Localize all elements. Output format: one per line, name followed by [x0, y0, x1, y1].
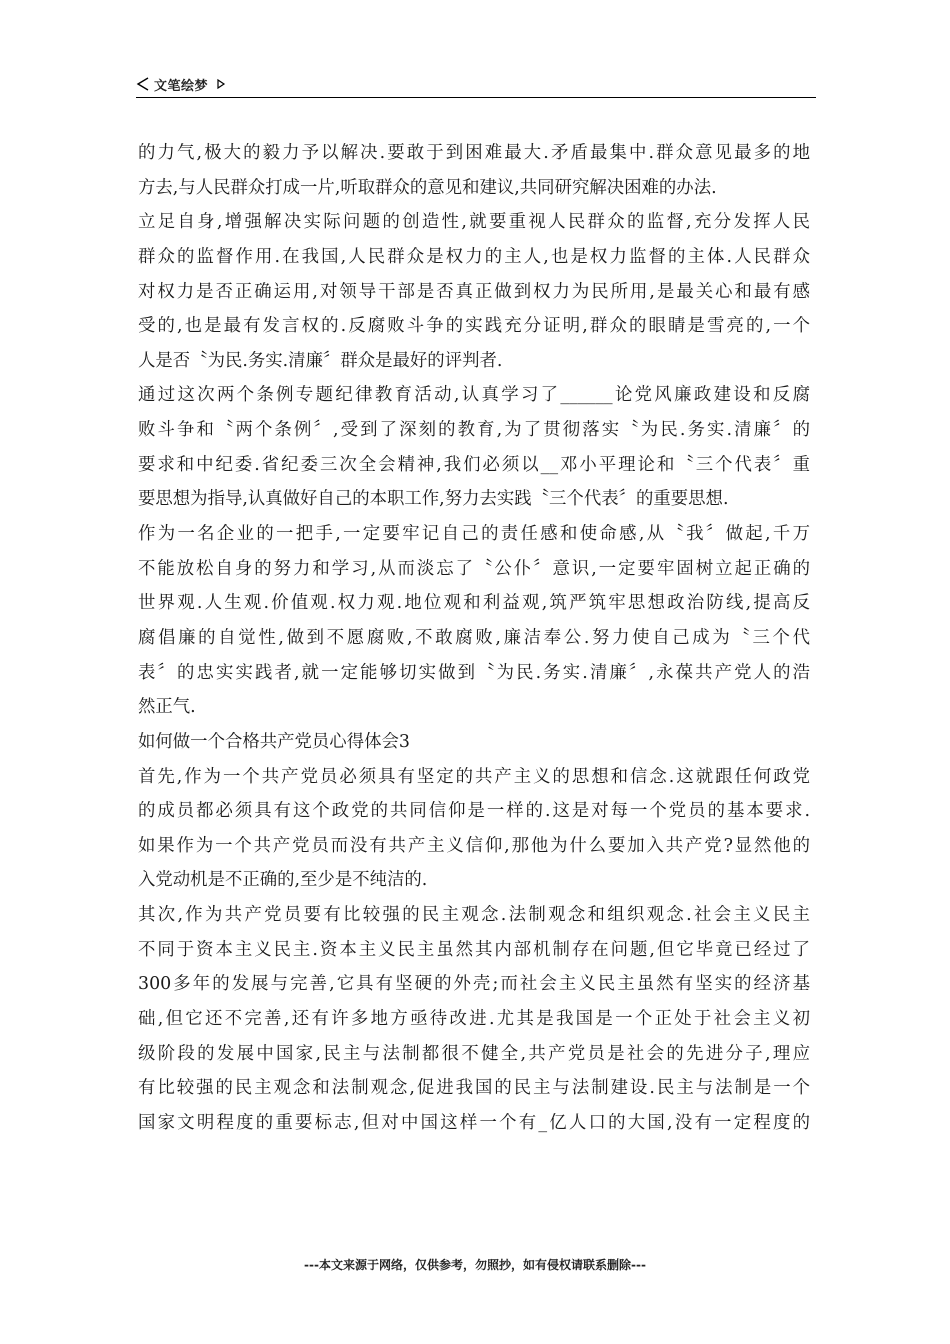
triangle-right-icon: [216, 75, 226, 87]
text-line: 世界观.人生观.价值观.权力观.地位观和利益观,筑严筑牢思想政治防线,提高反: [138, 593, 810, 614]
text-line: 人是否〝为民.务实.清廉〞群众是最好的评判者.: [138, 350, 503, 371]
text-line: 国家文明程度的重要标志,但对中国这样一个有_亿人口的大国,没有一定程度的: [138, 1112, 810, 1133]
brand-title: 文笔绘梦: [154, 78, 209, 94]
text-line: 要思想为指导,认真做好自己的本职工作,努力去实践〝三个代表〞的重要思想.: [138, 489, 729, 510]
document-body: [138, 136, 810, 1141]
text-line: 通过这次两个条例专题纪律教育活动,认真学习了______论党风廉政建设和反腐: [138, 385, 810, 406]
text-line: 群众的监督作用.在我国,人民群众是权力的主人,也是权力监督的主体.人民群众: [138, 246, 810, 267]
text-line: 不同于资本主义民主.资本主义民主虽然其内部机制存在问题,但它毕竟已经过了: [138, 939, 810, 960]
text-line: 300多年的发展与完善,它具有坚硬的外壳;而社会主义民主虽然有坚实的经济基: [138, 974, 810, 995]
text-line: 对权力是否正确运用,对领导干部是否真正做到权力为民所用,是最关心和最有感: [138, 281, 810, 302]
text-line: 如何做一个合格共产党员心得体会3: [138, 731, 410, 752]
text-line: 级阶段的发展中国家,民主与法制都很不健全,共产党员是社会的先进分子,理应: [138, 1043, 810, 1064]
header-divider: [136, 97, 816, 98]
page-header: [136, 72, 816, 98]
text-line: 不能放松自身的努力和学习,从而淡忘了〝公仆〞意识,一定要牢固树立起正确的: [138, 558, 810, 579]
text-line: 的力气,极大的毅力予以解决.要敢于到困难最大.矛盾最集中.群众意见最多的地: [138, 143, 810, 163]
text-line: 入党动机是不正确的,至少是不纯洁的.: [138, 870, 428, 891]
text-line: 立足自身,增强解决实际问题的创造性,就要重视人民群众的监督,充分发挥人民: [138, 212, 810, 233]
text-line: 受的,也是最有发言权的.反腐败斗争的实践充分证明,群众的眼睛是雪亮的,一个: [138, 316, 810, 337]
text-line: 腐倡廉的自觉性,做到不愿腐败,不敢腐败,廉洁奉公.努力使自己成为〝三个代: [138, 627, 810, 648]
header-row: [136, 72, 816, 96]
text-line: 表〞的忠实实践者,就一定能够切实做到〝为民.务实.清廉〞,永葆共产党人的浩: [138, 662, 810, 683]
text-line: 的成员都必须具有这个政党的共同信仰是一样的.这是对每一个党员的基本要求.: [138, 801, 810, 822]
text-line: 如果作为一个共产党员而没有共产主义信仰,那他为什么要加入共产党?显然他的: [138, 835, 810, 856]
text-line: 础,但它还不完善,还有许多地方亟待改进.尤其是我国是一个正处于社会主义初: [138, 1009, 810, 1030]
text-line: 要求和中纪委.省纪委三次全会精神,我们必须以__邓小平理论和〝三个代表〞重: [138, 454, 810, 475]
text-line: 然正气.: [138, 697, 196, 718]
text-line: 方去,与人民群众打成一片,听取群众的意见和建议,共同研究解决困难的办法.: [138, 177, 717, 198]
text-line: 首先,作为一个共产党员必须具有坚定的共产主义的思想和信念.这就跟任何政党: [138, 766, 810, 787]
text-line: 其次,作为共产党员要有比较强的民主观念.法制观念和组织观念.社会主义民主: [138, 905, 810, 926]
footer-disclaimer: ---本文来源于网络，仅供参考，勿照抄，如有侵权请联系删除---: [304, 1258, 646, 1272]
triangle-left-icon: [136, 76, 150, 92]
text-line: 有比较强的民主观念和法制观念,促进我国的民主与法制建设.民主与法制是一个: [138, 1078, 810, 1099]
text-line: 败斗争和〝两个条例〞,受到了深刻的教育,为了贯彻落实〝为民.务实.清廉〞的: [138, 420, 810, 441]
text-line: 作为一名企业的一把手,一定要牢记自己的责任感和使命感,从〝我〞做起,千万: [138, 524, 810, 545]
